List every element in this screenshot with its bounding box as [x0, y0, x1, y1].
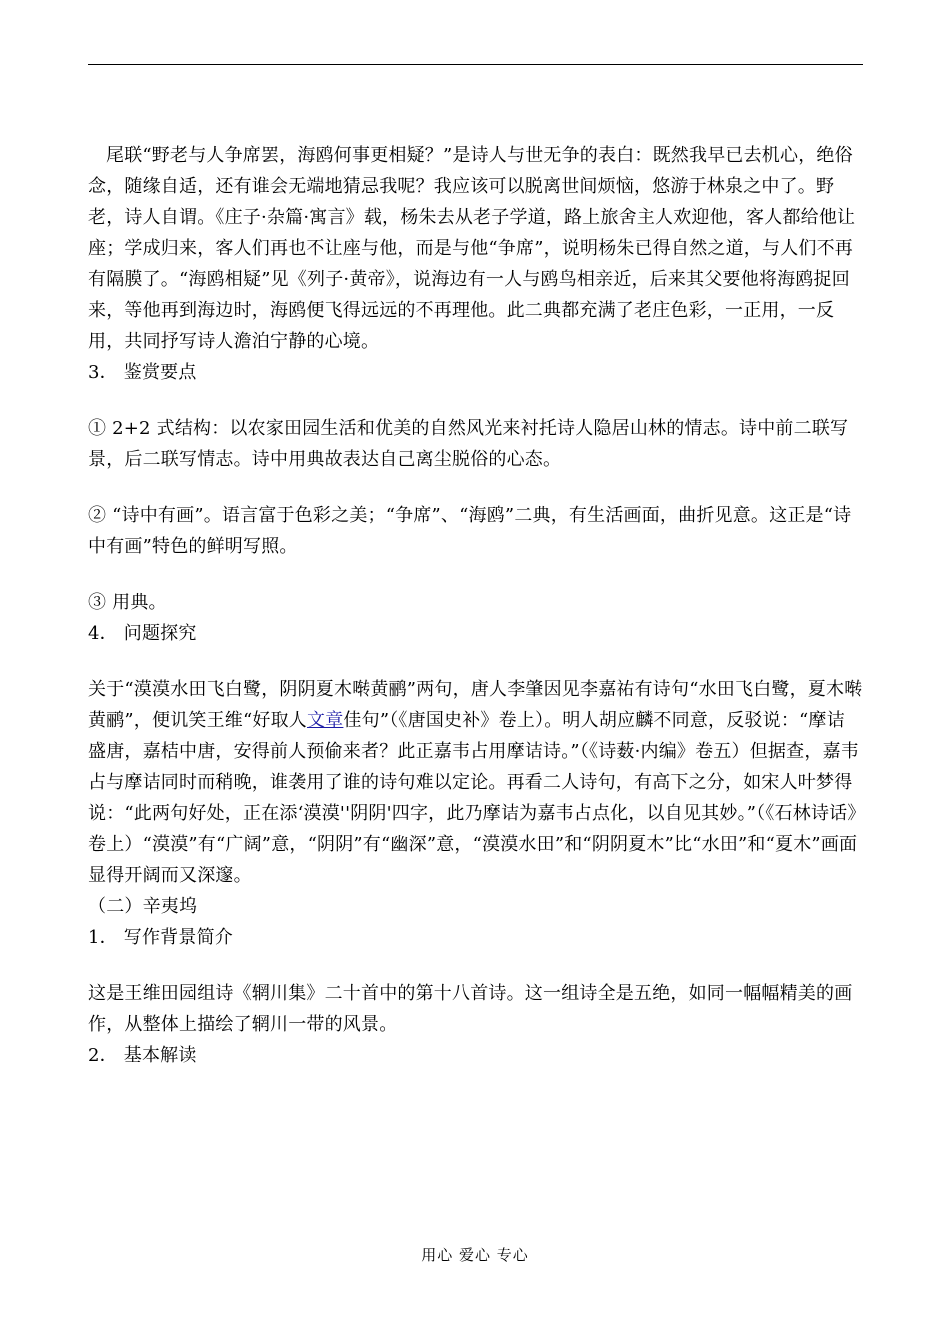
- section-title-xinyiwu: （二）辛夷坞: [88, 896, 198, 917]
- paragraph-background: 这是王维田园组诗《辋川集》二十首中的第十八首诗。这一组诗全是五绝，如同一幅幅精美的画作，从整体上描绘了辋川一带的风景。: [88, 983, 853, 1035]
- heading-basic-reading: 2． 基本解读: [88, 1045, 197, 1066]
- heading-appreciation-points: 3． 鉴赏要点: [88, 362, 197, 383]
- document-body: [88, 140, 863, 1071]
- list-item-structure: ① 2+2 式结构：以农家田园生活和优美的自然风光来衬托诗人隐居山林的情志。诗中前二联写景，后二联写情志。诗中用典故表达自己离尘脱俗的心态。: [88, 418, 849, 470]
- paragraph-tail-couplet: 尾联“野老与人争席罢，海鸥何事更相疑？”是诗人与世无争的表白：既然我早已去机心，绝俗念，随缘自适，还有谁会无端地猜忌我呢？我应该可以脱离世间烦恼，悠游于林泉之中了。野老，诗人自谓。《庄子·杂篇·寓言》载，杨朱去从老子学道，路上旅舍主人欢迎他，客人都给他让座；学成归来，客人们再也不让座与他，而是与他“争席”，说明杨朱已得自然之道，与人们不再有隔膜了。“海鸥相疑”见《列子·黄帝》，说海边有一人与鸥鸟相亲近，后来其父要他将海鸥捉回来，等他再到海边时，海鸥便飞得远远的不再理他。此二典都充满了老庄色彩，一正用，一反用，共同抒写诗人澹泊宁静的心境。: [88, 145, 856, 352]
- inquiry-text-part1: 关于“漠漠水田飞白鹭，阴阴夏木啭黄鹂”两句，唐人李肇因见李嘉祐有诗句“水田飞白鹭，夏木啭黄鹂”，便讥笑王维“好取人: [88, 679, 863, 731]
- list-item-allusion: ③ 用典。: [88, 592, 167, 613]
- article-link[interactable]: 文章: [307, 710, 344, 731]
- list-item-painting-in-poem: ② “诗中有画”。语言富于色彩之美；“争席”、“海鸥”二典，有生活画面，曲折见意。这正是“诗中有画”特色的鲜明写照。: [88, 505, 852, 557]
- paragraph-inquiry: [88, 674, 863, 891]
- header-rule: [88, 64, 863, 65]
- heading-problem-inquiry: 4． 问题探究: [88, 623, 197, 644]
- heading-background: 1． 写作背景简介: [88, 927, 233, 948]
- inquiry-text-part2: 佳句”（《唐国史补》卷上）。明人胡应麟不同意，反驳说：“摩诘盛唐，嘉桔中唐，安得前人预偷来者？此正嘉韦占用摩诘诗。”（《诗薮·内编》卷五）但据查，嘉韦占与摩诘同时而稍晚，谁袭用了谁的诗句难以定论。再看二人诗句，有高下之分，如宋人叶梦得说：“此两句好处，正在添‘漠漠''阴阴'四字，此乃摩诘为嘉韦占点化，以自见其妙。”（《石林诗话》卷上）“漠漠”有“广阔”意，“阴阴”有“幽深”意，“漠漠水田”和“阴阴夏木”比“水田”和“夏木”画面显得开阔而又深邃。: [88, 710, 859, 886]
- page-footer: 用心 爱心 专心: [421, 1246, 529, 1264]
